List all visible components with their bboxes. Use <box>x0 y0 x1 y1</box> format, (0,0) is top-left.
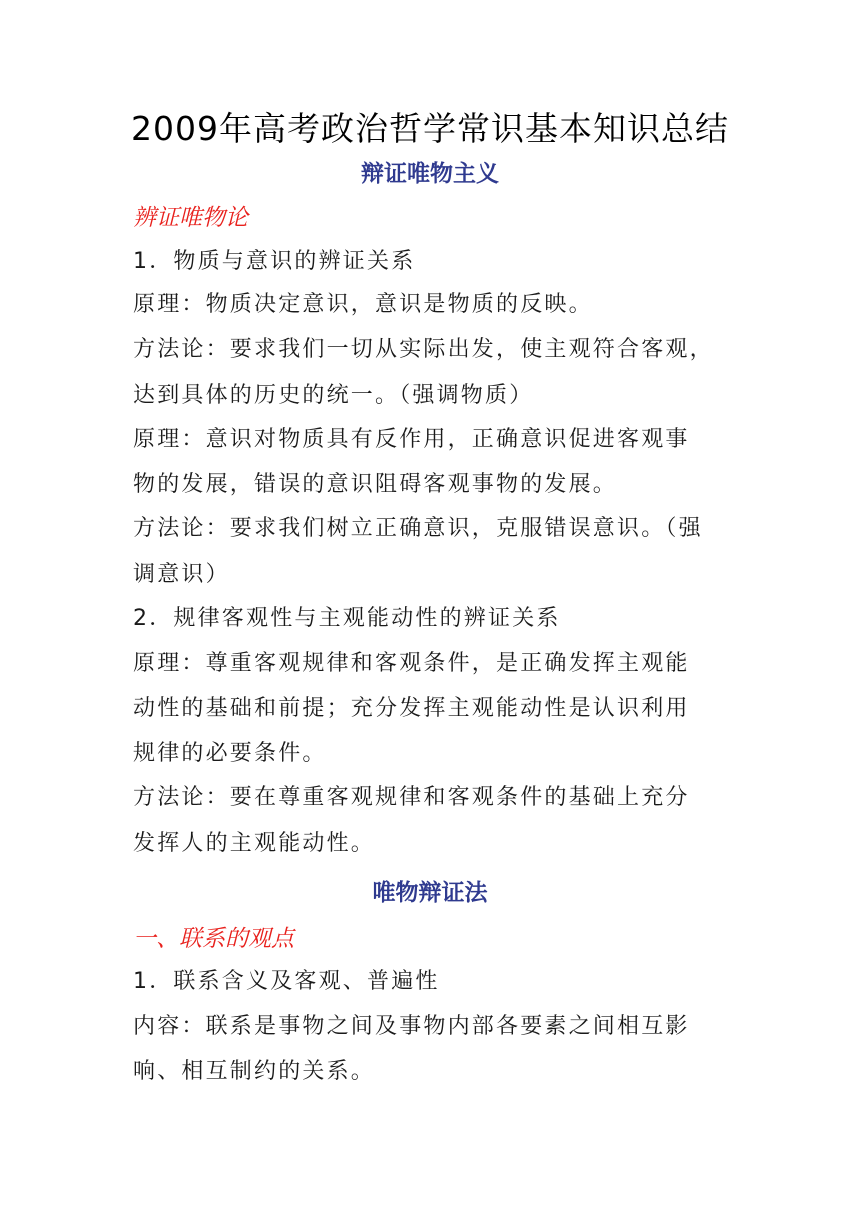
text-line: 达到具体的历史的统一。（强调物质） <box>133 383 534 408</box>
text-line: 规律的必要条件。 <box>133 741 327 766</box>
text-line: 1．联系含义及客观、普遍性 <box>133 969 440 994</box>
text-line: 方法论：要求我们树立正确意识，克服错误意识。（强 <box>133 516 703 541</box>
text-line: 动性的基础和前提；充分发挥主观能动性是认识利用 <box>133 696 690 721</box>
text-line: 内容：联系是事物之间及事物内部各要素之间相互影 <box>133 1014 690 1039</box>
document-title: 2009年高考政治哲学常识基本知识总结 <box>131 109 729 148</box>
subheading-connection-viewpoint: 一、联系的观点 <box>133 926 294 952</box>
text-line: 调意识） <box>133 562 230 587</box>
text-line: 发挥人的主观能动性。 <box>133 831 376 856</box>
text-line: 方法论：要在尊重客观规律和客观条件的基础上充分 <box>133 785 690 810</box>
text-line: 方法论：要求我们一切从实际出发，使主观符合客观， <box>133 337 714 362</box>
text-line: 1．物质与意识的辨证关系 <box>133 249 416 274</box>
section-heading-materialist-dialectics: 唯物辩证法 <box>372 879 488 906</box>
text-line: 物的发展，错误的意识阻碍客观事物的发展。 <box>133 472 618 497</box>
subheading-dialectical-materialism-theory: 辨证唯物论 <box>133 205 248 231</box>
text-line: 响、相互制约的关系。 <box>133 1059 376 1084</box>
section-heading-dialectical-materialism: 辩证唯物主义 <box>361 160 499 187</box>
text-line: 原理：意识对物质具有反作用，正确意识促进客观事 <box>133 427 690 452</box>
text-line: 原理：物质决定意识，意识是物质的反映。 <box>133 292 593 317</box>
text-line: 2．规律客观性与主观能动性的辨证关系 <box>133 606 561 631</box>
text-line: 原理：尊重客观规律和客观条件，是正确发挥主观能 <box>133 651 690 676</box>
